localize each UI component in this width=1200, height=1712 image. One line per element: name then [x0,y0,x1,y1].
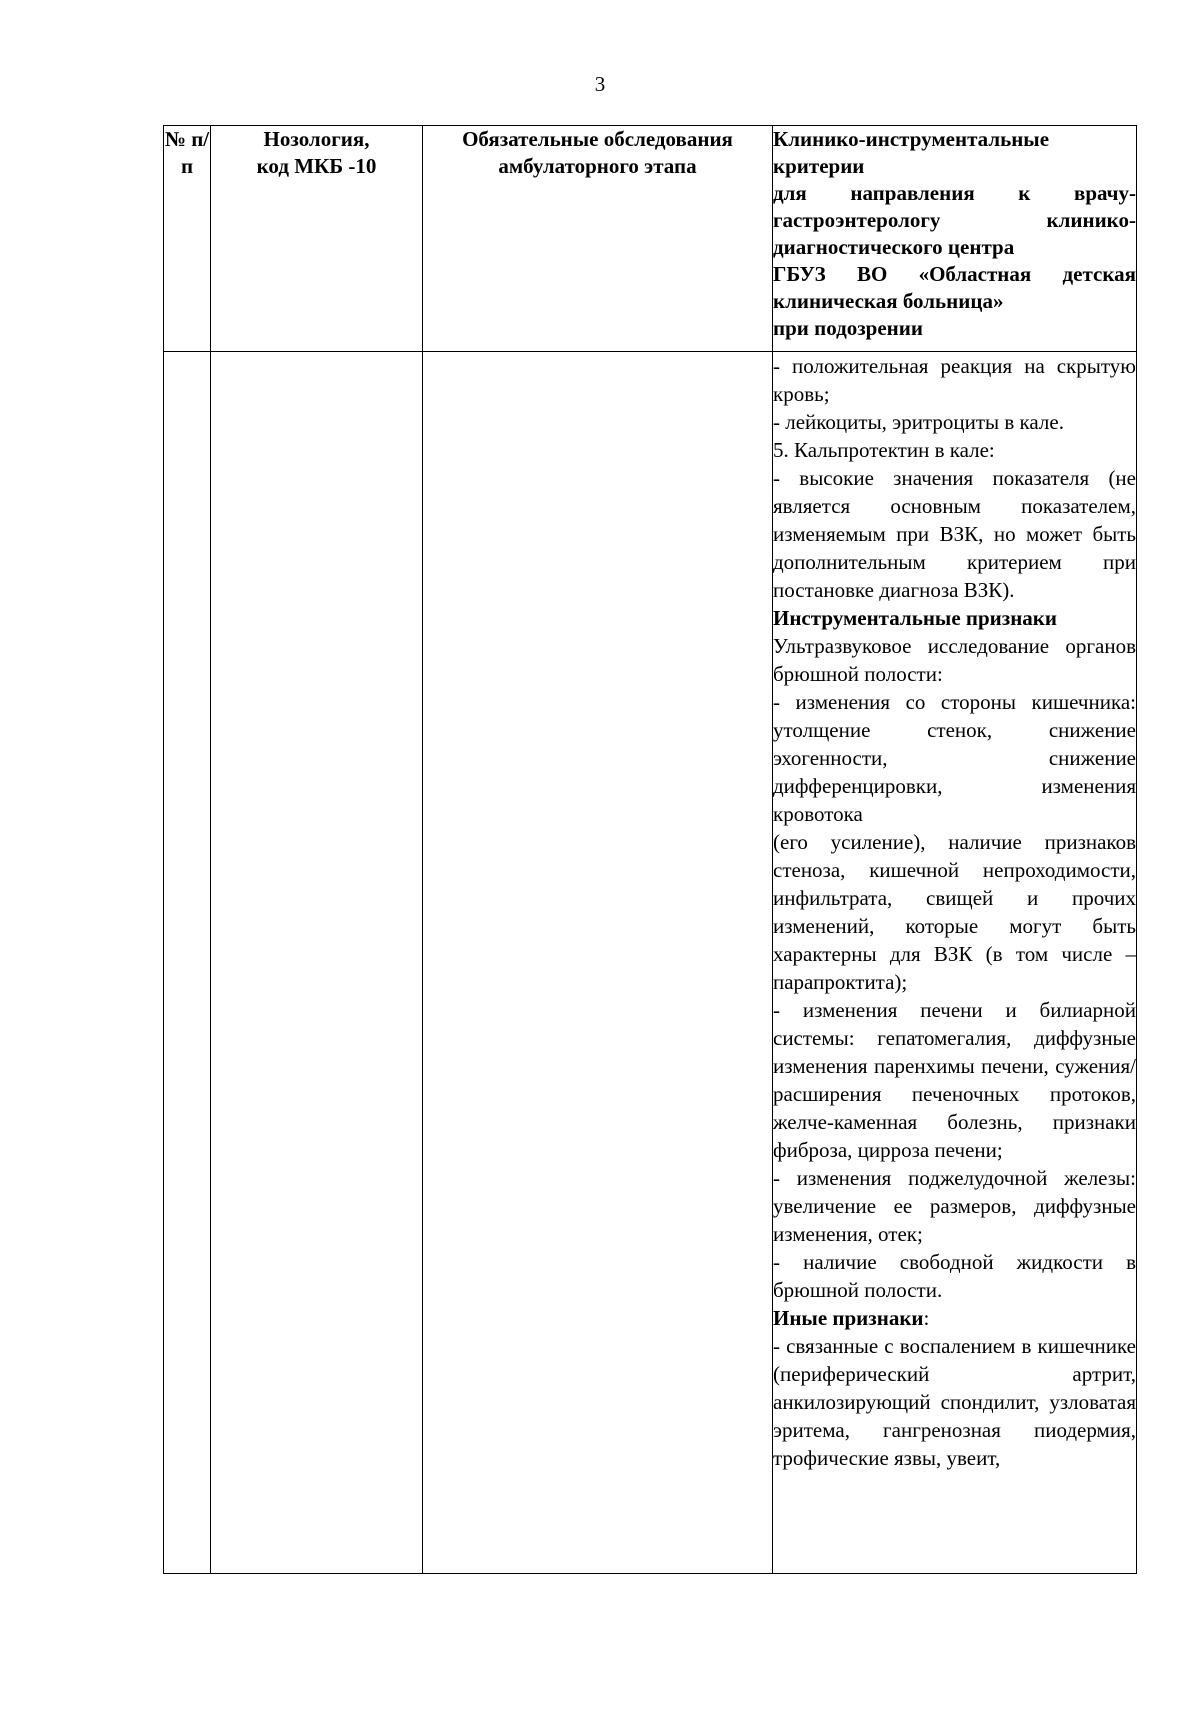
criteria-paragraph: - лейкоциты, эритроциты в кале. [773,410,1064,434]
section-heading-other-text: Иные признаки [773,1306,924,1330]
cell-number [164,352,211,1574]
header-criteria-line: Клинико-инструментальные [773,127,1050,151]
criteria-paragraph: - изменения поджелудочной железы: увеличение ее размеров, диффузные изменения, отек; [773,1166,1136,1246]
criteria-paragraph: - наличие свободной жидкости в брюшной полости. [773,1250,1136,1302]
header-exams [423,126,773,352]
criteria-paragraph: - высокие значения показателя (не является основным показателем, изменяемым при ВЗК, но может быть дополнительным критерием при постановке диагноза ВЗК). [773,466,1136,602]
section-heading-instrumental: Инструментальные признаки [773,606,1058,630]
criteria-paragraph: - изменения со стороны кишечника: утолщение стенок, снижение эхогенности, снижение дифференцировки, изменения кровотока [773,690,1136,826]
criteria-paragraph: - положительная реакция на скрытую кровь; [773,354,1136,406]
header-number-label: № п/п [164,127,210,178]
header-criteria-line: критерии [773,154,865,178]
cell-exams [423,352,773,1574]
header-criteria-line: ГБУЗ ВО «Областная детская [773,262,1136,286]
header-nosology-line: Нозология, [263,127,370,151]
header-nosology [211,126,423,352]
header-criteria-line: при подозрении [773,316,923,340]
header-criteria-line: для направления к врачу- [773,181,1136,205]
header-criteria [773,126,1137,352]
header-criteria-line: клиническая больница» [773,289,1004,313]
header-exams-line: амбулаторного этапа [498,154,697,178]
header-criteria-line: гастроэнтерологу клинико- [773,208,1136,232]
section-heading-other-colon: : [923,1306,930,1330]
header-number [164,126,211,352]
criteria-paragraph: - связанные с воспалением в кишечнике (периферический артрит, анкилозирующий спондилит, узловатая эритема, гангренозная пиодермия, трофические язвы, увеит, [773,1334,1136,1470]
criteria-paragraph: 5. Кальпротектин в кале: [773,438,995,462]
criteria-paragraph: (его усиление), наличие признаков стеноза, кишечной непроходимости, инфильтрата, свищей и прочих изменений, которые могут быть характерны для ВЗК (в том числе – парапроктита); [773,830,1136,994]
header-exams-line: Обязательные обследования [462,127,733,151]
page-number: 3 [594,72,606,96]
cell-criteria [773,352,1137,1574]
criteria-table [163,125,1137,1574]
criteria-paragraph: Ультразвуковое исследование органов брюшной полости: [773,634,1136,686]
header-criteria-line: диагностического центра [773,235,1015,259]
criteria-paragraph: - изменения печени и билиарной системы: гепатомегалия, диффузные изменения паренхимы печени, сужения/расширения печеночных протоков, желче-каменная болезнь, признаки фиброза, цирроза печени; [773,998,1136,1162]
section-heading-other [773,1304,1136,1332]
header-nosology-line: код МКБ -10 [256,154,377,178]
cell-nosology [211,352,423,1574]
table-header-row [164,126,1137,352]
table-row [164,352,1137,1574]
